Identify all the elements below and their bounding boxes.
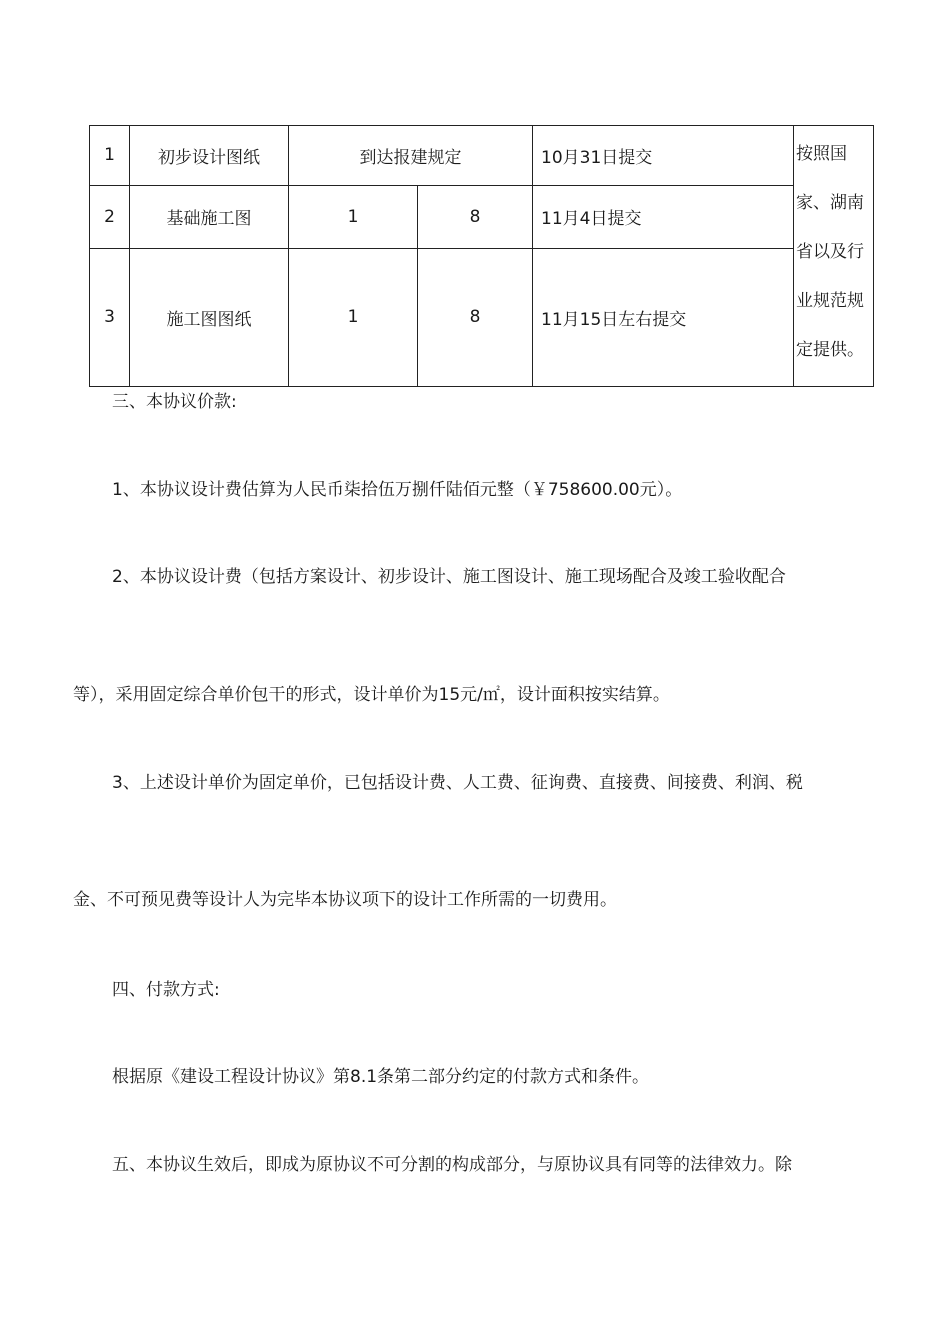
table-row	[90, 126, 874, 186]
deliverable-name: 初步设计图纸	[130, 126, 289, 186]
row-number: 3	[90, 248, 130, 386]
table-row	[90, 185, 874, 248]
remark-line: 省以及行	[796, 242, 864, 262]
merged-requirement: 到达报建规定	[289, 126, 533, 186]
cell-value: 1	[289, 248, 418, 386]
paragraph-payment-terms: 根据原《建设工程设计协议》第8.1条第二部分约定的付款方式和条件。	[112, 1067, 650, 1087]
remark-line: 业规范规	[796, 291, 864, 311]
remarks-cell	[794, 126, 874, 387]
cell-value: 8	[418, 248, 533, 386]
deliverable-name: 基础施工图	[130, 185, 289, 248]
paragraph-fee-scope-cont: 等），采用固定综合单价包干的形式，设计单价为15元/㎡，设计面积按实结算。	[73, 685, 670, 705]
paragraph-fee-scope: 2、本协议设计费（包括方案设计、初步设计、施工图设计、施工现场配合及竣工验收配合	[112, 567, 786, 587]
paragraph-unit-price: 3、上述设计单价为固定单价，已包括设计费、人工费、征询费、直接费、间接费、利润、税	[112, 773, 803, 793]
table-row	[90, 248, 874, 386]
row-number: 1	[90, 126, 130, 186]
paragraph-effect: 五、本协议生效后，即成为原协议不可分割的构成部分，与原协议具有同等的法律效力。除	[112, 1155, 792, 1175]
paragraph-fee-estimate: 1、本协议设计费估算为人民币柒拾伍万捌仟陆佰元整（￥758600.00元）。	[112, 480, 683, 500]
row-number: 2	[90, 185, 130, 248]
cell-value: 8	[418, 185, 533, 248]
section-heading-price: 三、本协议价款:	[112, 392, 237, 412]
deliverable-name: 施工图图纸	[130, 248, 289, 386]
schedule-table	[89, 125, 874, 387]
cell-value: 1	[289, 185, 418, 248]
submission-date: 10月31日提交	[533, 126, 794, 186]
submission-date: 11月4日提交	[533, 185, 794, 248]
paragraph-unit-price-cont: 金、不可预见费等设计人为完毕本协议项下的设计工作所需的一切费用。	[73, 890, 617, 910]
remark-line: 家、湖南	[796, 193, 864, 213]
remark-line: 定提供。	[796, 340, 864, 360]
remark-line: 按照国	[796, 144, 847, 164]
submission-date: 11月15日左右提交	[533, 248, 794, 386]
section-heading-payment: 四、付款方式:	[112, 980, 220, 1000]
